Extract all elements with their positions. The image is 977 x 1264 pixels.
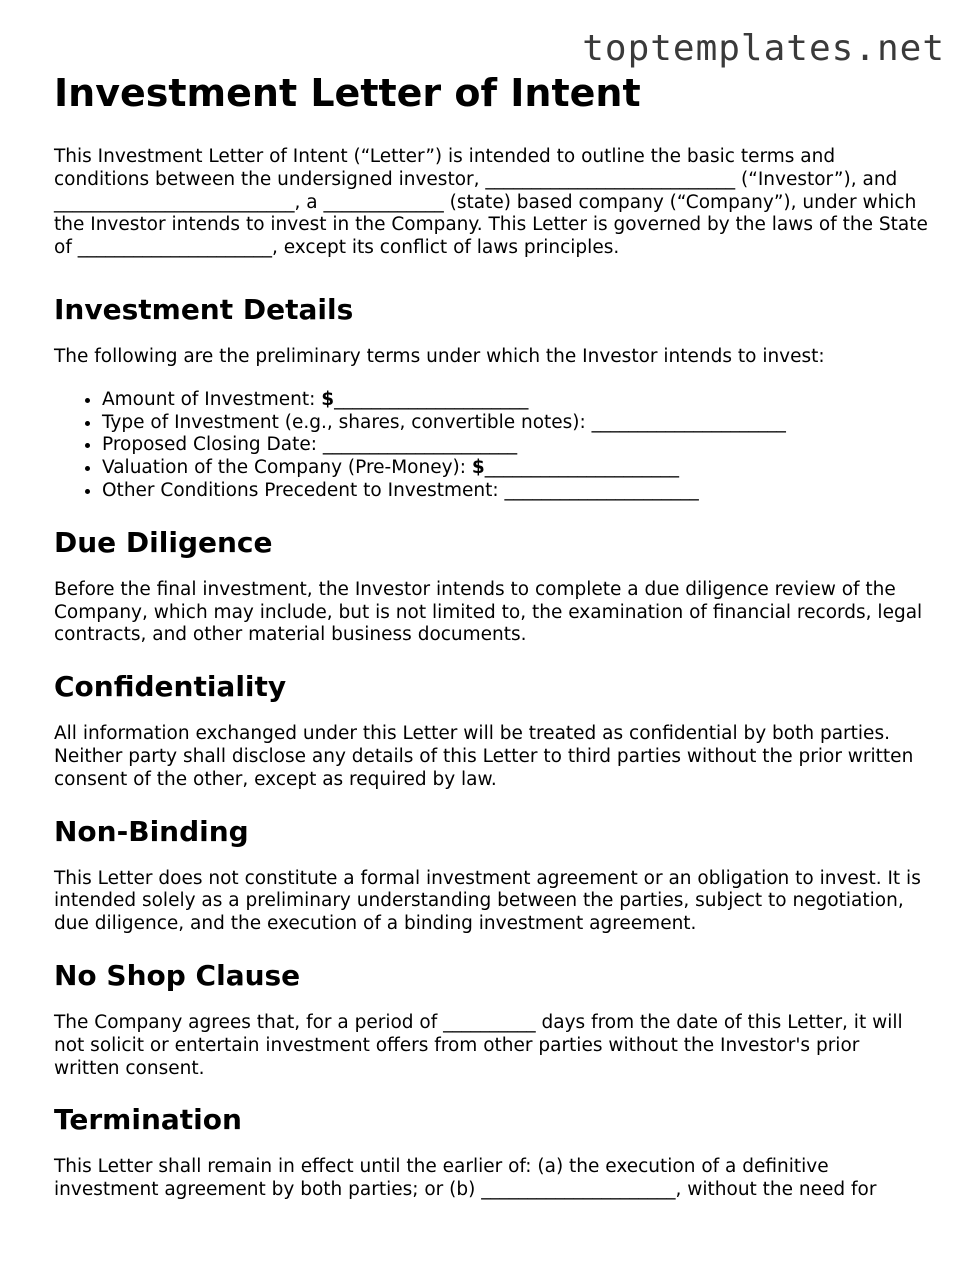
document-page <box>54 66 929 1222</box>
list-item <box>102 412 929 435</box>
intro-text-1: This Investment Letter of Intent (“Letter”) is intended to outline the basic terms and conditions between the undersigned investor, <box>54 146 836 190</box>
term-label: Type of Investment (e.g., shares, convertible notes): <box>102 411 592 433</box>
days-blank[interactable]: __________ <box>443 1011 536 1033</box>
investment-terms-list <box>54 389 929 503</box>
page-title: Investment Letter of Intent <box>54 71 641 115</box>
confidentiality-heading: Confidentiality <box>54 670 287 704</box>
intro-text-5: , except its conflict of laws principles. <box>271 237 620 259</box>
no-shop-heading: No Shop Clause <box>54 958 301 992</box>
termination-text-2: , without the need for <box>675 1179 877 1201</box>
termination-heading: Termination <box>54 1103 242 1137</box>
list-item <box>102 480 929 503</box>
no-shop-text-1: The Company agrees that, for a period of <box>54 1011 444 1033</box>
list-item <box>102 389 929 412</box>
state-blank[interactable]: _____________ <box>323 191 444 213</box>
intro-text-4: (state) based company (“Company”), under which the Investor intends to invest in the Company. This Letter is governed by the laws of the State of <box>54 191 928 259</box>
investment-details-heading: Investment Details <box>54 292 354 326</box>
term-label: Other Conditions Precedent to Investment: <box>102 479 505 501</box>
non-binding-heading: Non-Binding <box>54 814 249 848</box>
term-label: Proposed Closing Date: <box>102 434 323 456</box>
watermark: toptemplates.net <box>582 28 945 69</box>
no-shop-text-2: days from the date of this Letter, it will not solicit or entertain investment offers from other parties without the Investor's prior written consent. <box>54 1011 903 1079</box>
term-label: Amount of Investment: <box>102 388 322 410</box>
dollar-sign: $ <box>471 457 485 479</box>
list-item <box>102 457 929 480</box>
dollar-sign: $ <box>321 388 335 410</box>
list-item <box>102 434 929 457</box>
non-binding-text: This Letter does not constitute a formal investment agreement or an obligation to invest. It is intended solely as a preliminary understanding between the parties, subject to negotiation, due diligence, and the execution of a binding investment agreement. <box>54 867 921 935</box>
company-name-blank[interactable]: __________________________ <box>54 191 295 213</box>
intro-paragraph <box>54 146 929 260</box>
termination-blank[interactable]: _____________________ <box>481 1179 676 1201</box>
due-diligence-heading: Due Diligence <box>54 525 273 559</box>
due-diligence-text: Before the final investment, the Investor intends to complete a due diligence review of the Company, which may include, but is not limited to, the examination of financial records, legal contracts, and other material business documents. <box>54 578 923 646</box>
investor-name-blank[interactable]: ___________________________ <box>485 168 736 190</box>
investment-details-lead: The following are the preliminary terms under which the Investor intends to invest: <box>54 345 825 367</box>
intro-text-3: , a <box>294 191 324 213</box>
term-label: Valuation of the Company (Pre-Money): <box>102 457 472 479</box>
conditions-blank[interactable]: _____________________ <box>504 479 699 501</box>
type-blank[interactable]: _____________________ <box>591 411 786 433</box>
governing-state-blank[interactable]: _____________________ <box>77 237 272 259</box>
termination-text <box>54 1156 929 1202</box>
termination-text-1: This Letter shall remain in effect until the earlier of: (a) the execution of a definitive investment agreement by both parties; or (b) <box>54 1156 829 1201</box>
amount-blank[interactable]: _____________________ <box>334 388 529 410</box>
closing-date-blank[interactable]: _____________________ <box>322 434 518 456</box>
confidentiality-text: All information exchanged under this Letter will be treated as confidential by both parties. Neither party shall disclose any details of this Letter to third parties without the prior written consent of the other, except as required by law. <box>54 723 914 790</box>
valuation-blank[interactable]: _____________________ <box>484 457 680 479</box>
intro-text-2: (“Investor”), and <box>735 168 898 190</box>
no-shop-text <box>54 1012 929 1080</box>
